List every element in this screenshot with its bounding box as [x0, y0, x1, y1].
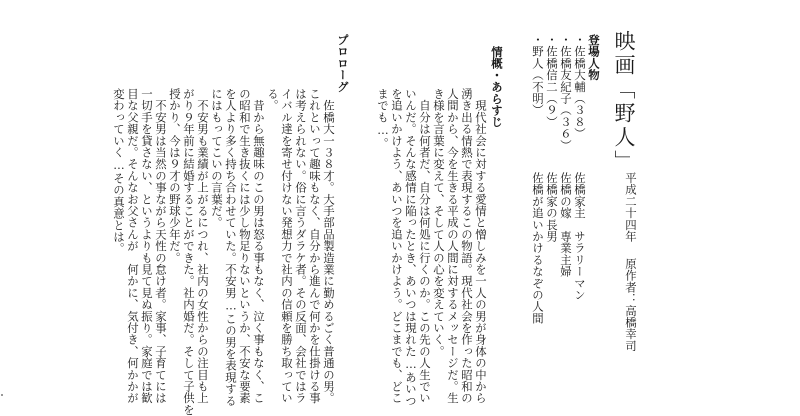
- cast-role: 佐橋の嫁 専業主婦: [559, 172, 573, 278]
- prologue-line: これといって趣味もなく、自分から進んで何かを仕掛ける事: [308, 88, 322, 404]
- prologue-line: がり９年前に結婚することができた。社内婚だ。そして子供を: [182, 88, 196, 416]
- synopsis-line: を追いかけよう、あいつを追いかけよう。どこまでも、どこ: [390, 88, 404, 404]
- prologue-line: を人より多く持ち合わせていた。不安男…この男を表現する: [224, 88, 238, 407]
- synopsis-heading: 情概・あらすじ: [490, 46, 504, 128]
- cast-heading: 登場人物: [587, 34, 601, 81]
- prologue-line: 佐橋大一３８才。大手部品製造業に勤めるごく普通の男。: [322, 88, 336, 404]
- prologue-line: イバル達を寄せ付けない発想力で社内の信頼を勝ち取ってい: [280, 88, 294, 404]
- synopsis-line: までも…。: [376, 88, 390, 150]
- prologue-line: る。: [266, 88, 280, 112]
- prologue-line: 昔から無趣味のこの男は怒る事もなく、泣く事もなく、こ: [252, 88, 266, 404]
- synopsis-line: 自分は何者だ、自分は何処に行くのか。この先の人生でい: [418, 88, 432, 404]
- cast-role: 佐橋家主 サラリーマン: [573, 172, 587, 301]
- synopsis-line: き様を言葉に変えて、そして人の心を変えていく。: [432, 88, 446, 358]
- prologue-line: の昭和で生き抜くには少し物足りないというか、不安な要素: [238, 88, 252, 404]
- prologue-line: 不安男も業績が上がるにつれ、社内の女性からの注目も上: [196, 88, 210, 404]
- prologue-line: にはもってこいの言葉だ。: [210, 88, 224, 229]
- prologue-line: 目な父親だ。そんなお父さんが 何かに、気付き、何かかが: [126, 88, 140, 404]
- author-label: 原作者：高橋幸司: [624, 258, 638, 352]
- synopsis-line: いんだ。そんな感情に陥ったとき、あいつは現れた…あいつ: [404, 88, 418, 407]
- synopsis-line: 湧き出る情熱で表現するこの物語。現代社会を作った昭和の: [460, 88, 474, 404]
- page-title: 映画「野人」: [612, 30, 636, 174]
- prologue-line: 変わっていく…その真意とは。: [112, 88, 126, 255]
- era-label: 平成二十四年: [624, 172, 638, 243]
- prologue-line: は考えられない。俗に言うダラケ者。その反面、会社ではラ: [294, 88, 308, 404]
- cast-name: ・佐橋信二（９）: [545, 34, 559, 128]
- prologue-heading: プロローグ: [336, 34, 350, 93]
- cast-name: ・佐橋友紀子（３６）: [559, 34, 573, 151]
- synopsis-line: 現代社会に対する愛情と憎しみを一人の男が身体の中から: [474, 88, 488, 404]
- cast-role: 佐橋が追いかけるなぞの人間: [531, 172, 545, 325]
- cast-name: ・野人（不明）: [531, 34, 545, 116]
- prologue-line: 一切手を貸さない、というよりも見て見ぬ振り。家庭では歓: [140, 88, 154, 404]
- synopsis-line: 人間から、今を生きる平成の人間に対するメッセージだ。生: [446, 88, 460, 404]
- corner-mark: [1, 394, 3, 396]
- cast-name: ・佐橋大輔（３８）: [573, 34, 587, 140]
- prologue-line: 授かり、今は９才の野球少年だ。: [168, 88, 182, 264]
- prologue-line: 不安男は当然の事ながら天性の怠け者。家事、子育てには: [154, 88, 168, 404]
- cast-role: 佐橋家の長男: [545, 172, 559, 243]
